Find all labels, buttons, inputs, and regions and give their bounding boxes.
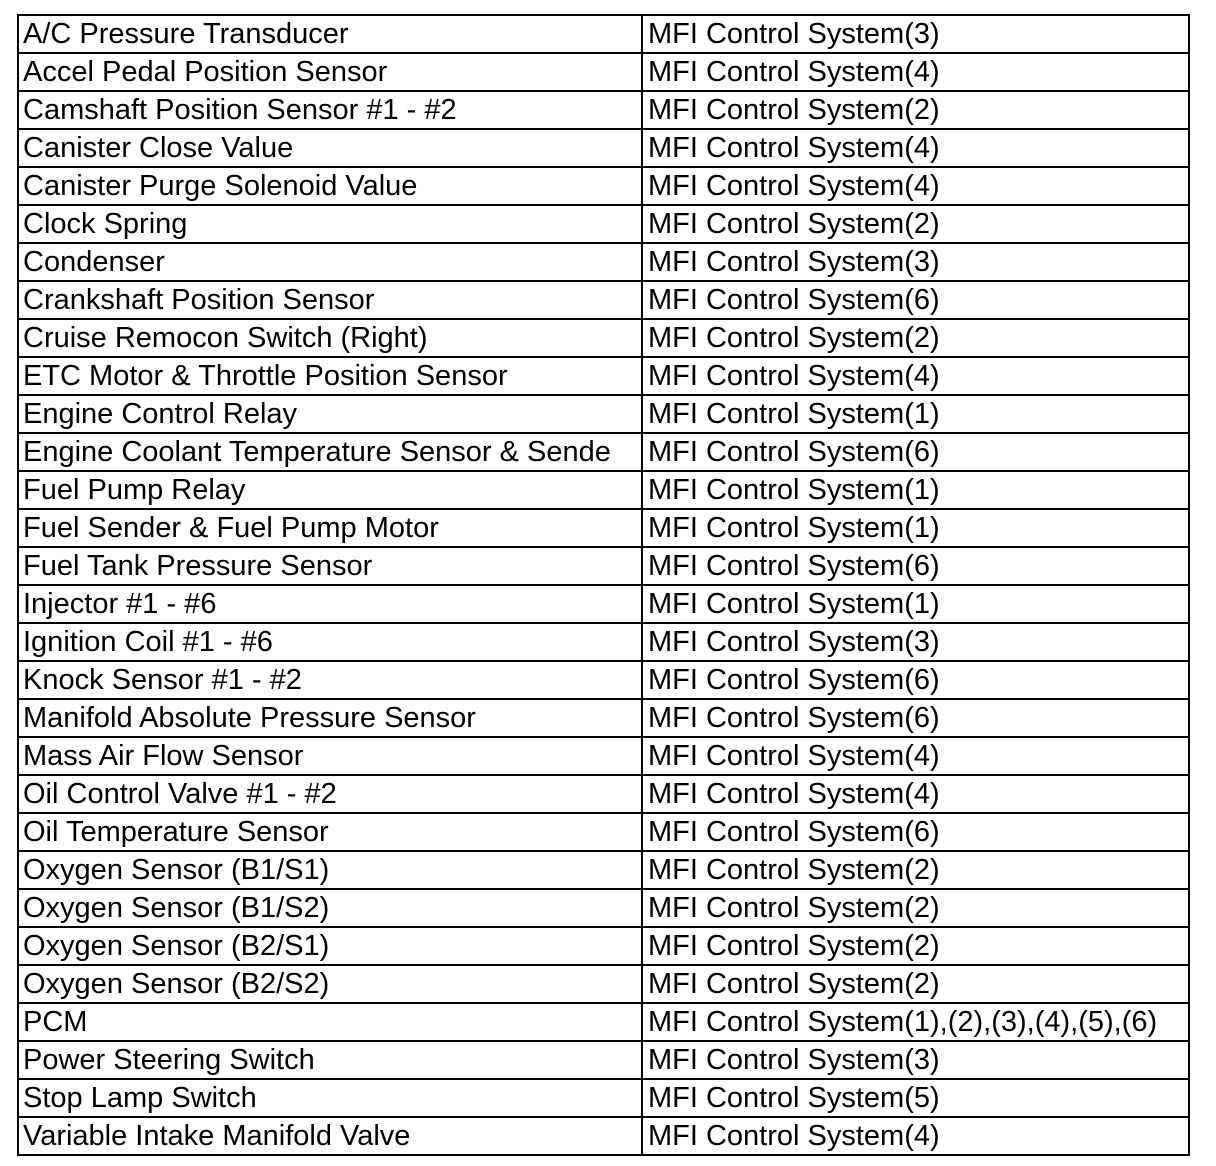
- table-row: [18, 1079, 1189, 1117]
- system-reference-cell: MFI Control System(4): [642, 1117, 1189, 1155]
- component-name-cell: Variable Intake Manifold Valve: [18, 1117, 642, 1155]
- system-reference-cell: MFI Control System(1),(2),(3),(4),(5),(6): [642, 1003, 1189, 1041]
- component-name-cell: Accel Pedal Position Sensor: [18, 53, 642, 91]
- component-name-cell: Oxygen Sensor (B2/S1): [18, 927, 642, 965]
- table-row: [18, 699, 1189, 737]
- table-row: [18, 129, 1189, 167]
- system-reference-cell: MFI Control System(6): [642, 433, 1189, 471]
- system-reference-cell: MFI Control System(3): [642, 1041, 1189, 1079]
- table-row: [18, 471, 1189, 509]
- table-row: [18, 167, 1189, 205]
- table-row: [18, 91, 1189, 129]
- component-name-cell: Mass Air Flow Sensor: [18, 737, 642, 775]
- component-name-cell: Power Steering Switch: [18, 1041, 642, 1079]
- component-name-cell: Camshaft Position Sensor #1 - #2: [18, 91, 642, 129]
- component-name-cell: Condenser: [18, 243, 642, 281]
- table-row: [18, 509, 1189, 547]
- table-row: [18, 205, 1189, 243]
- component-name-cell: Canister Purge Solenoid Value: [18, 167, 642, 205]
- system-reference-cell: MFI Control System(2): [642, 205, 1189, 243]
- system-reference-cell: MFI Control System(3): [642, 15, 1189, 53]
- table-row: [18, 737, 1189, 775]
- component-name-cell: Fuel Sender & Fuel Pump Motor: [18, 509, 642, 547]
- component-name-cell: Engine Coolant Temperature Sensor & Sende: [18, 433, 642, 471]
- table-body: [18, 15, 1189, 1155]
- component-name-cell: Engine Control Relay: [18, 395, 642, 433]
- table-row: [18, 1117, 1189, 1155]
- system-reference-cell: MFI Control System(4): [642, 53, 1189, 91]
- system-reference-cell: MFI Control System(2): [642, 319, 1189, 357]
- table-row: [18, 319, 1189, 357]
- system-reference-cell: MFI Control System(1): [642, 585, 1189, 623]
- system-reference-cell: MFI Control System(3): [642, 623, 1189, 661]
- table-row: [18, 357, 1189, 395]
- system-reference-cell: MFI Control System(6): [642, 699, 1189, 737]
- component-name-cell: Oil Control Valve #1 - #2: [18, 775, 642, 813]
- component-name-cell: Manifold Absolute Pressure Sensor: [18, 699, 642, 737]
- component-location-table: [17, 14, 1190, 1156]
- table-row: [18, 851, 1189, 889]
- component-name-cell: Injector #1 - #6: [18, 585, 642, 623]
- table-row: [18, 813, 1189, 851]
- table-row: [18, 927, 1189, 965]
- table-row: [18, 1003, 1189, 1041]
- system-reference-cell: MFI Control System(5): [642, 1079, 1189, 1117]
- system-reference-cell: MFI Control System(1): [642, 395, 1189, 433]
- table-row: [18, 281, 1189, 319]
- table-row: [18, 775, 1189, 813]
- component-name-cell: Oxygen Sensor (B1/S2): [18, 889, 642, 927]
- table-row: [18, 1041, 1189, 1079]
- component-name-cell: Fuel Tank Pressure Sensor: [18, 547, 642, 585]
- table-row: [18, 15, 1189, 53]
- component-name-cell: Stop Lamp Switch: [18, 1079, 642, 1117]
- system-reference-cell: MFI Control System(2): [642, 889, 1189, 927]
- system-reference-cell: MFI Control System(6): [642, 281, 1189, 319]
- system-reference-cell: MFI Control System(6): [642, 661, 1189, 699]
- table-row: [18, 965, 1189, 1003]
- table-row: [18, 547, 1189, 585]
- component-name-cell: A/C Pressure Transducer: [18, 15, 642, 53]
- system-reference-cell: MFI Control System(3): [642, 243, 1189, 281]
- component-name-cell: Cruise Remocon Switch (Right): [18, 319, 642, 357]
- system-reference-cell: MFI Control System(4): [642, 737, 1189, 775]
- system-reference-cell: MFI Control System(2): [642, 851, 1189, 889]
- component-name-cell: Oxygen Sensor (B1/S1): [18, 851, 642, 889]
- component-name-cell: PCM: [18, 1003, 642, 1041]
- table-row: [18, 243, 1189, 281]
- component-name-cell: Crankshaft Position Sensor: [18, 281, 642, 319]
- table-row: [18, 661, 1189, 699]
- component-name-cell: ETC Motor & Throttle Position Sensor: [18, 357, 642, 395]
- component-name-cell: Knock Sensor #1 - #2: [18, 661, 642, 699]
- system-reference-cell: MFI Control System(6): [642, 813, 1189, 851]
- system-reference-cell: MFI Control System(2): [642, 91, 1189, 129]
- table-row: [18, 889, 1189, 927]
- table-row: [18, 53, 1189, 91]
- component-name-cell: Oil Temperature Sensor: [18, 813, 642, 851]
- system-reference-cell: MFI Control System(4): [642, 357, 1189, 395]
- table-row: [18, 623, 1189, 661]
- system-reference-cell: MFI Control System(4): [642, 775, 1189, 813]
- system-reference-cell: MFI Control System(2): [642, 965, 1189, 1003]
- table-row: [18, 395, 1189, 433]
- component-name-cell: Ignition Coil #1 - #6: [18, 623, 642, 661]
- component-name-cell: Fuel Pump Relay: [18, 471, 642, 509]
- system-reference-cell: MFI Control System(4): [642, 167, 1189, 205]
- system-reference-cell: MFI Control System(6): [642, 547, 1189, 585]
- component-name-cell: Canister Close Value: [18, 129, 642, 167]
- system-reference-cell: MFI Control System(2): [642, 927, 1189, 965]
- table-row: [18, 433, 1189, 471]
- system-reference-cell: MFI Control System(1): [642, 509, 1189, 547]
- system-reference-cell: MFI Control System(4): [642, 129, 1189, 167]
- system-reference-cell: MFI Control System(1): [642, 471, 1189, 509]
- table-row: [18, 585, 1189, 623]
- component-name-cell: Oxygen Sensor (B2/S2): [18, 965, 642, 1003]
- component-name-cell: Clock Spring: [18, 205, 642, 243]
